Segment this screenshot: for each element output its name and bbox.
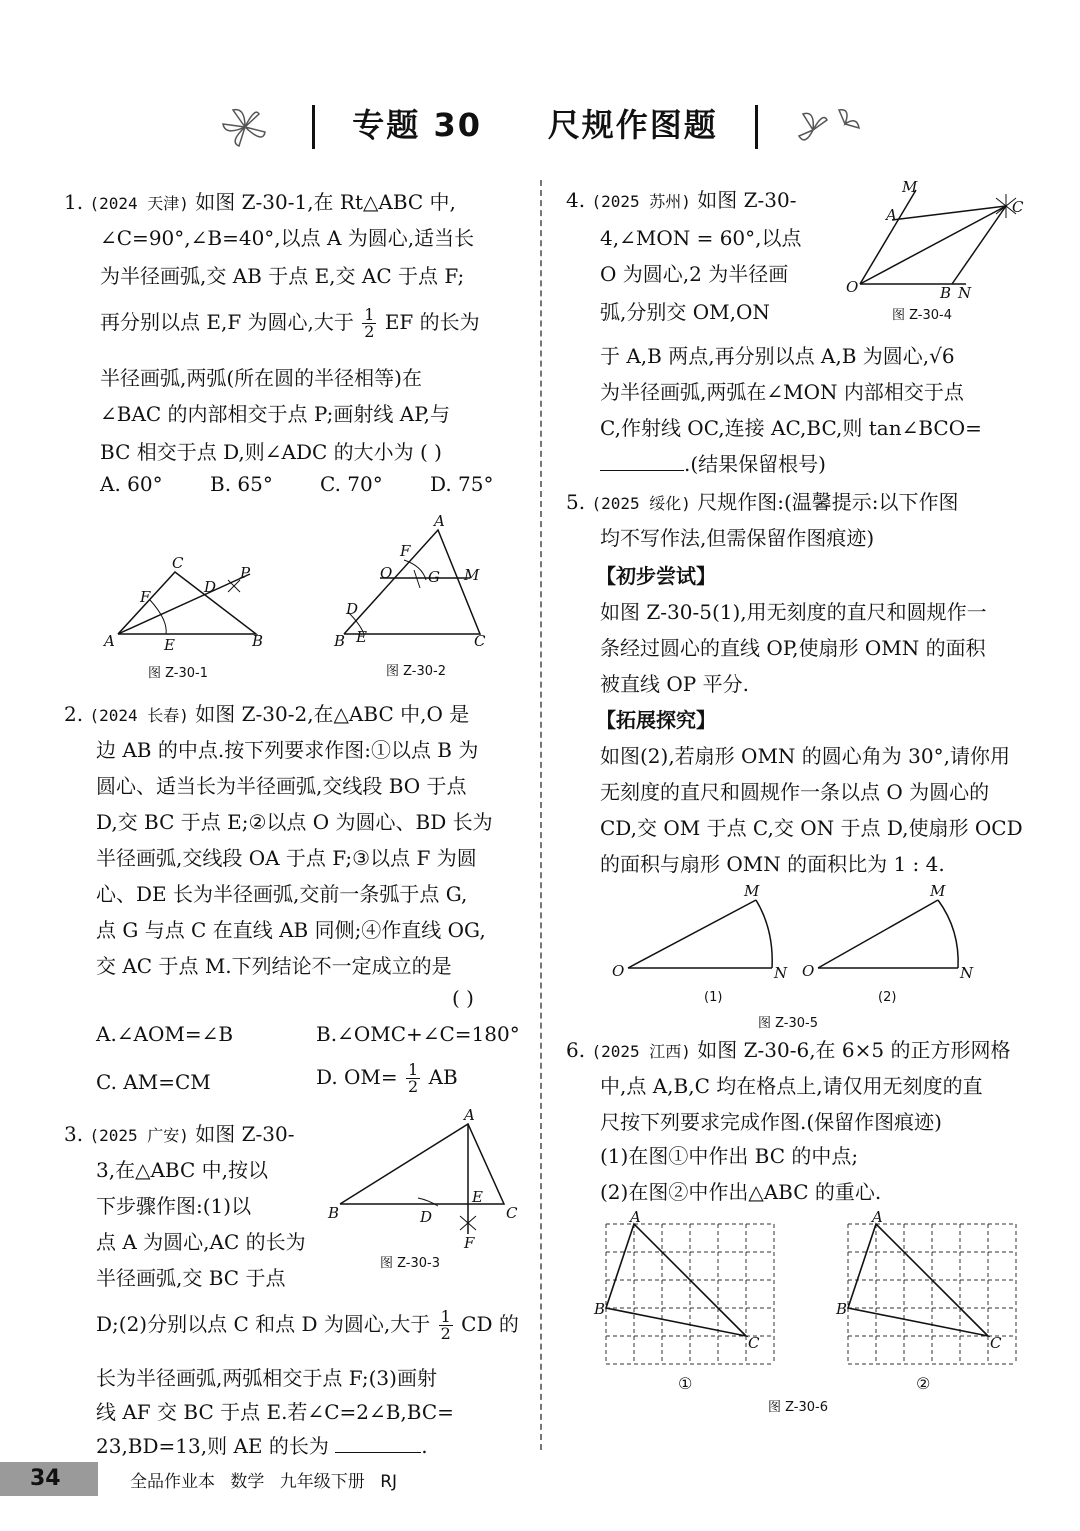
q6-sub-label-2: ② xyxy=(916,1374,931,1393)
svg-text:G: G xyxy=(428,568,440,586)
q1-line: ∠BAC 的内部相交于点 P;画射线 AP,与 xyxy=(100,402,450,426)
q3-line: CD 的 xyxy=(461,1312,519,1336)
vertex-label: B xyxy=(836,1300,848,1318)
q5-section-heading: 【初步尝试】 xyxy=(596,564,716,588)
q3-line: 线 AF 交 BC 于点 E.若∠C=2∠B,BC= xyxy=(96,1400,454,1424)
svg-text:O: O xyxy=(612,962,625,980)
q2-option-b: B.∠OMC+∠C=180° xyxy=(316,1022,520,1046)
book-info: 全品作业本 数学 九年级下册 RJ xyxy=(130,1472,398,1492)
q2-line: 点 G 与点 C 在直线 AB 同侧;④作直线 OG, xyxy=(96,918,486,942)
flower-icon xyxy=(795,102,865,152)
q5-line: 均不写作法,但需保留作图痕迹) xyxy=(600,526,875,550)
q3-line: 23,BD=13,则 AE 的长为 xyxy=(96,1434,329,1458)
figure-z-30-1 xyxy=(100,550,270,660)
figure-z-30-6-grid-2 xyxy=(828,1210,1028,1370)
q5-sub-label-2: (2) xyxy=(878,990,897,1005)
q6-source: (2025 江西) xyxy=(591,1042,691,1061)
svg-text:A: A xyxy=(434,512,445,530)
q1-line: 半径画弧,两弧(所在圆的半径相等)在 xyxy=(100,366,422,390)
svg-text:M: M xyxy=(930,882,946,900)
page-number: 34 xyxy=(0,1462,98,1496)
topic-number: 专题 30 xyxy=(352,106,482,144)
vertex-label: A xyxy=(872,1208,883,1226)
q3-line: D;(2)分别以点 C 和点 D 为圆心,大于 xyxy=(96,1312,431,1336)
svg-text:A: A xyxy=(104,632,115,650)
q2-answer-bracket: ( ) xyxy=(452,986,474,1010)
q2-line: D,交 BC 于点 E;②以点 O 为圆心、BD 长为 xyxy=(96,810,493,834)
q1-line: EF 的长为 xyxy=(384,310,480,334)
q2-option-c: C. AM=CM xyxy=(96,1070,211,1094)
svg-text:P: P xyxy=(240,564,251,582)
q5-figure-caption: 图 Z-30-5 xyxy=(758,1016,819,1031)
q2-line: 半径画弧,交线段 OA 于点 F;③以点 F 为圆 xyxy=(96,846,477,870)
q1-option-d: D. 75° xyxy=(430,472,494,496)
q1-line: 为半径画弧,交 AB 于点 E,交 AC 于点 F; xyxy=(100,264,465,288)
figure-z-30-3 xyxy=(324,1106,524,1256)
q5-line: 如图 Z-30-5(1),用无刻度的直尺和圆规作一 xyxy=(600,600,987,624)
q5-line: 的面积与扇形 OMN 的面积比为 1 : 4. xyxy=(600,852,945,876)
q1-option-c: C. 70° xyxy=(320,472,383,496)
q2-number: 2. xyxy=(64,702,84,726)
topic-title: 尺规作图题 xyxy=(547,106,718,144)
svg-text:O: O xyxy=(846,278,859,296)
q6-line: (1)在图①中作出 BC 的中点; xyxy=(600,1144,859,1168)
q4-number: 4. xyxy=(566,188,586,212)
flower-icon xyxy=(215,102,275,152)
q3-line: 3,在△ABC 中,按以 xyxy=(96,1158,268,1182)
q6-line: 尺按下列要求完成作图.(保留作图痕迹) xyxy=(600,1110,942,1134)
q2-line: 交 AC 于点 M.下列结论不一定成立的是 xyxy=(96,954,452,978)
q4-source: (2025 苏州) xyxy=(591,192,691,211)
q5-section-heading: 【拓展探究】 xyxy=(596,708,716,732)
svg-text:M: M xyxy=(902,178,918,196)
q5-line: CD,交 OM 于点 C,交 ON 于点 D,使扇形 OCD xyxy=(600,816,1023,840)
svg-text:A: A xyxy=(886,206,897,224)
q4-line: 4,∠MON = 60°,以点 xyxy=(600,226,802,250)
vertex-label: C xyxy=(990,1334,1002,1352)
q3-line: 长为半径画弧,两弧相交于点 F;(3)画射 xyxy=(96,1366,437,1390)
q2-option-d-tail: AB xyxy=(428,1065,458,1089)
q2-fraction: $\frac{1}{2}$ xyxy=(408,1060,419,1096)
q4-figure-caption: 图 Z-30-4 xyxy=(892,308,953,323)
q2-line: 圆心、适当长为半径画弧,交线段 BO 于点 xyxy=(96,774,467,798)
svg-text:C: C xyxy=(1012,198,1024,216)
figure-z-30-2 xyxy=(330,512,510,650)
q1-figure-caption: 图 Z-30-1 xyxy=(148,666,209,681)
q1-fraction: $\frac{1}{2}$ xyxy=(364,305,375,341)
q4-line: C,作射线 OC,连接 AC,BC,则 tan∠BCO= xyxy=(600,416,982,440)
vertex-label: A xyxy=(630,1208,641,1226)
q3-line: 如图 Z-30- xyxy=(195,1122,295,1146)
q2-line: 如图 Z-30-2,在△ABC 中,O 是 xyxy=(195,702,470,726)
q4-line: 为半径画弧,两弧在∠MON 内部相交于点 xyxy=(600,380,964,404)
q4-line: O 为圆心,2 为半径画 xyxy=(600,262,789,286)
q5-line: 条经过圆心的直线 OP,使扇形 OMN 的面积 xyxy=(600,636,986,660)
svg-text:A: A xyxy=(464,1106,475,1124)
svg-text:C: C xyxy=(506,1204,518,1222)
svg-text:D: D xyxy=(420,1208,433,1226)
q6-number: 6. xyxy=(566,1038,586,1062)
q2-line: 心、DE 长为半径画弧,交前一条弧于点 G, xyxy=(96,882,468,906)
svg-text:C: C xyxy=(474,632,486,650)
figure-z-30-6-grid-1 xyxy=(586,1210,786,1370)
q2-option-d: D. OM= xyxy=(316,1065,398,1089)
q6-line: 中,点 A,B,C 均在格点上,请仅用无刻度的直 xyxy=(600,1074,983,1098)
q1-source: (2024 天津) xyxy=(89,194,189,213)
q4-line: 于 A,B 两点,再分别以点 A,B 为圆心,√6 xyxy=(600,344,955,368)
figure-z-30-4 xyxy=(840,180,1040,300)
svg-text:M: M xyxy=(744,882,760,900)
q5-sub-label-1: (1) xyxy=(704,990,723,1005)
column-divider xyxy=(540,180,543,1450)
q6-figure-caption: 图 Z-30-6 xyxy=(768,1400,829,1415)
q5-source: (2025 绥化) xyxy=(591,494,691,513)
svg-text:D: D xyxy=(346,600,359,618)
svg-text:E: E xyxy=(472,1188,483,1206)
q3-fraction: $\frac{1}{2}$ xyxy=(440,1307,451,1343)
svg-text:F: F xyxy=(464,1234,475,1252)
svg-text:E: E xyxy=(356,628,367,646)
svg-text:C: C xyxy=(172,554,184,572)
figure-z-30-5-1 xyxy=(606,880,796,980)
svg-text:N: N xyxy=(960,964,974,982)
q3-figure-caption: 图 Z-30-3 xyxy=(380,1256,441,1271)
q5-line: 被直线 OP 平分. xyxy=(600,672,749,696)
svg-text:O: O xyxy=(802,962,815,980)
q4-line: 弧,分别交 OM,ON xyxy=(600,300,770,324)
q5-line: 无刻度的直尺和圆规作一条以点 O 为圆心的 xyxy=(600,780,990,804)
q4-line: .(结果保留根号) xyxy=(684,452,826,476)
svg-text:B: B xyxy=(252,632,264,650)
q1-line: 再分别以点 E,F 为圆心,大于 xyxy=(100,310,354,334)
svg-text:N: N xyxy=(958,284,972,302)
q5-number: 5. xyxy=(566,490,586,514)
svg-text:F: F xyxy=(400,542,411,560)
figure-z-30-5-2 xyxy=(800,880,990,980)
q6-line: 如图 Z-30-6,在 6×5 的正方形网格 xyxy=(697,1038,1011,1062)
svg-text:M: M xyxy=(464,566,480,584)
q3-number: 3. xyxy=(64,1122,84,1146)
svg-text:D: D xyxy=(204,578,217,596)
svg-text:E: E xyxy=(164,636,175,654)
q1-line: BC 相交于点 D,则∠ADC 的大小为 ( ) xyxy=(100,440,442,464)
q1-option-b: B. 65° xyxy=(210,472,273,496)
q4-answer-blank[interactable] xyxy=(600,470,684,471)
svg-text:N: N xyxy=(774,964,788,982)
q1-line: 如图 Z-30-1,在 Rt△ABC 中, xyxy=(195,190,456,214)
q5-line: 尺规作图:(温馨提示:以下作图 xyxy=(697,490,959,514)
q3-line: 点 A 为圆心,AC 的长为 xyxy=(96,1230,306,1254)
q3-answer-blank[interactable] xyxy=(335,1452,421,1453)
page-title xyxy=(0,100,1080,152)
q3-line: 下步骤作图:(1)以 xyxy=(96,1194,252,1218)
q2-source: (2024 长春) xyxy=(89,706,189,725)
vertex-label: C xyxy=(748,1334,760,1352)
svg-text:B: B xyxy=(940,284,952,302)
svg-text:B: B xyxy=(334,632,346,650)
q4-line: 如图 Z-30- xyxy=(697,188,797,212)
q2-line: 边 AB 的中点.按下列要求作图:①以点 B 为 xyxy=(96,738,479,762)
svg-text:B: B xyxy=(328,1204,340,1222)
q5-line: 如图(2),若扇形 OMN 的圆心角为 30°,请你用 xyxy=(600,744,1010,768)
q3-line: 半径画弧,交 BC 于点 xyxy=(96,1266,286,1290)
q2-option-a: A.∠AOM=∠B xyxy=(96,1022,234,1046)
q2-figure-caption: 图 Z-30-2 xyxy=(386,664,447,679)
q3-source: (2025 广安) xyxy=(89,1126,189,1145)
q6-line: (2)在图②中作出△ABC 的重心. xyxy=(600,1180,882,1204)
q6-sub-label-1: ① xyxy=(678,1374,693,1393)
q1-option-a: A. 60° xyxy=(100,472,163,496)
vertex-label: B xyxy=(594,1300,606,1318)
svg-text:O: O xyxy=(380,564,393,582)
svg-text:F: F xyxy=(140,588,151,606)
q1-line: ∠C=90°,∠B=40°,以点 A 为圆心,适当长 xyxy=(100,226,475,250)
q1-number: 1. xyxy=(64,190,84,214)
